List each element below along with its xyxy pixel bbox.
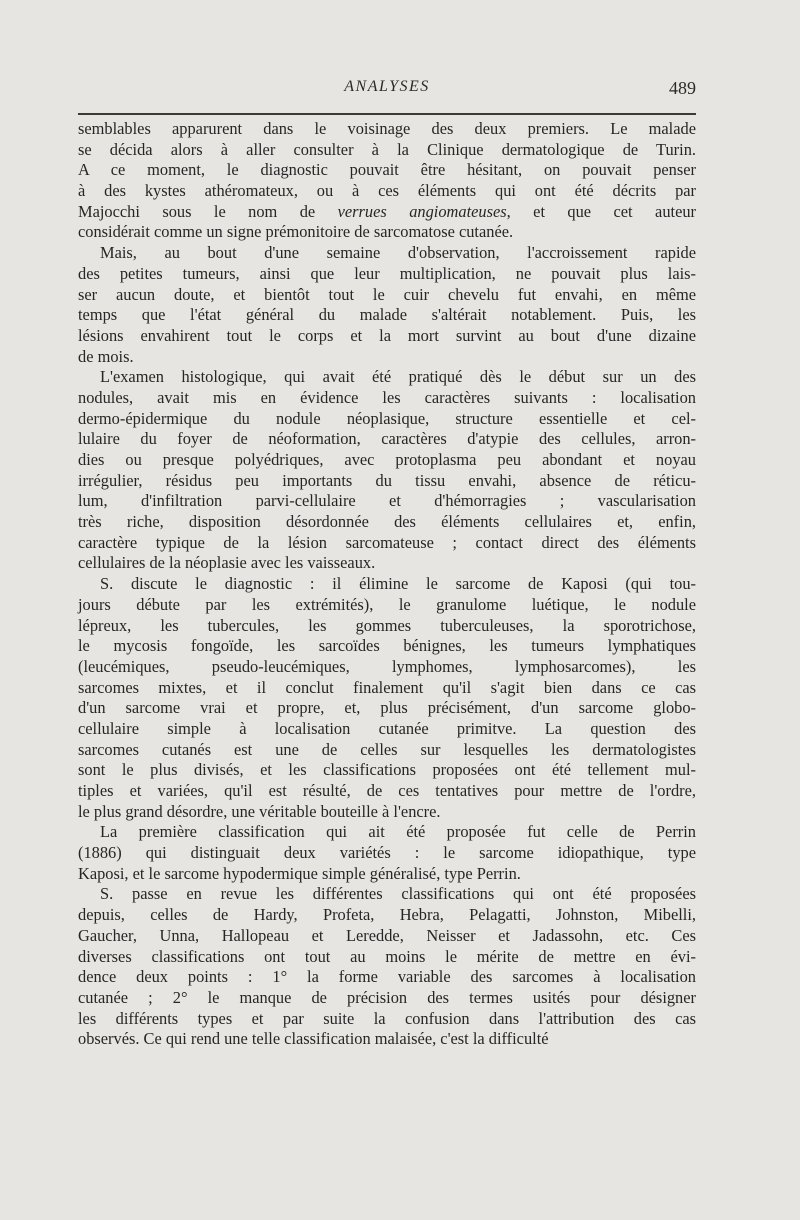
body-text bbox=[78, 119, 696, 1050]
text-line: de mois. bbox=[78, 346, 134, 366]
text-line: Kaposi, et le sarcome hypodermique simple généralisé, type Perrin. bbox=[78, 863, 521, 883]
page-number: 489 bbox=[669, 78, 696, 98]
text-line: le mycosis fongoïde, les sarcoïdes bénignes, les tumeurs lymphatiques bbox=[78, 636, 696, 656]
text-line: Majocchi sous le nom de verrues angiomateuses, et que cet auteur bbox=[78, 201, 696, 221]
text-line: à des kystes athéromateux, ou à ces éléments qui ont été décrits par bbox=[78, 181, 696, 201]
text-line: dies ou presque polyédriques, avec protoplasma peu abondant et noyau bbox=[78, 450, 696, 469]
paragraph bbox=[78, 119, 696, 243]
text-line: cutanée ; 2° le manque de précision des termes usités pour désigner bbox=[78, 987, 696, 1007]
header-rule bbox=[78, 113, 696, 115]
text-line: lésions envahirent tout le corps et la mort survint au bout d'une dizaine bbox=[78, 325, 696, 345]
paragraph bbox=[78, 574, 696, 822]
text-line: L'examen histologique, qui avait été pratiqué dès le début sur un des bbox=[100, 367, 696, 387]
paragraph bbox=[78, 884, 696, 1050]
italic-term: verrues angiomateuses bbox=[337, 201, 507, 221]
text-line: nodules, avait mis en évidence les caractères suivants : localisation bbox=[78, 387, 696, 407]
text-line: observés. Ce qui rend une telle classification malaisée, c'est la difficulté bbox=[78, 1029, 549, 1049]
text-line: lépreux, les tubercules, les gommes tuberculeuses, la sporotrichose, bbox=[78, 615, 696, 635]
text-line: A ce moment, le diagnostic pouvait être hésitant, on pouvait penser bbox=[78, 160, 696, 180]
text-line: lulaire du foyer de néoformation, caractères d'atypie des cellules, arron- bbox=[78, 429, 696, 449]
text-line: très riche, disposition désordonnée des éléments cellulaires et, enfin, bbox=[78, 512, 696, 532]
text-line: S. discute le diagnostic : il élimine le sarcome de Kaposi (qui tou- bbox=[100, 574, 696, 594]
text-line: lum, d'infiltration parvi-cellulaire et d'hémorragies ; vascularisation bbox=[78, 491, 696, 511]
text-line: (leucémiques, pseudo-leucémiques, lymphomes, lymphosarcomes), les bbox=[78, 656, 696, 676]
text-line: dence deux points : 1° la forme variable des sarcomes à localisation bbox=[78, 967, 696, 987]
text-line: depuis, celles de Hardy, Profeta, Hebra, Pelagatti, Johnston, Mibelli, bbox=[78, 905, 696, 925]
text-line: sarcomes cutanés est une de celles sur lesquelles les dermatologistes bbox=[78, 739, 696, 759]
text-line: La première classification qui ait été proposée fut celle de Perrin bbox=[100, 822, 696, 842]
paragraph bbox=[78, 243, 696, 367]
text-line: des petites tumeurs, ainsi que leur multiplication, ne pouvait plus lais- bbox=[78, 263, 696, 283]
text-line: considérait comme un signe prémonitoire de sarcomatose cutanée. bbox=[78, 222, 514, 242]
text-line: sont le plus divisés, et les classifications proposées ont été tellement mul- bbox=[78, 760, 696, 780]
text-line: diverses classifications ont tout au moins le mérite de mettre en évi- bbox=[78, 946, 696, 966]
text-line: se décida alors à aller consulter à la Clinique dermatologique de Turin. bbox=[78, 139, 696, 159]
text-line: caractère typique de la lésion sarcomateuse ; contact direct des éléments bbox=[78, 532, 696, 552]
text-line: ser aucun doute, et bientôt tout le cuir chevelu fut envahi, en même bbox=[78, 284, 696, 304]
text-line: irrégulier, résidus peu importants du tissu envahi, absence de réticu- bbox=[78, 470, 696, 490]
text-line: jours débute par les extrémités), le granulome luétique, le nodule bbox=[78, 594, 696, 614]
text-line: Mais, au bout d'une semaine d'observation, l'accroissement rapide bbox=[100, 243, 696, 263]
text-line: d'un sarcome vrai et propre, et, plus précisément, d'un sarcome globo- bbox=[78, 698, 696, 718]
text-line: Gaucher, Unna, Hallopeau et Leredde, Neisser et Jadassohn, etc. Ces bbox=[78, 925, 696, 945]
text-line: (1886) qui distinguait deux variétés : le sarcome idiopathique, type bbox=[78, 843, 696, 863]
page-header bbox=[78, 78, 696, 102]
text-line: S. passe en revue les différentes classifications qui ont été proposées bbox=[100, 884, 696, 904]
text-line: les différents types et par suite la confusion dans l'attribution des cas bbox=[78, 1008, 696, 1028]
paragraph bbox=[78, 367, 696, 574]
text-line: temps que l'état général du malade s'altérait notablement. Puis, les bbox=[78, 305, 696, 325]
text-line: sarcomes mixtes, et il conclut finalement qu'il s'agit bien dans ce cas bbox=[78, 677, 696, 697]
text-line: tiples et variées, qu'il est résulté, de ces tentatives pour mettre de l'ordre, bbox=[78, 781, 696, 800]
running-title: ANALYSES bbox=[344, 78, 430, 95]
text-line: cellulaire simple à localisation cutanée primitve. La question des bbox=[78, 718, 696, 738]
text-line: cellulaires de la néoplasie avec les vaisseaux. bbox=[78, 553, 376, 573]
paragraph bbox=[78, 822, 696, 884]
text-line: dermo-épidermique du nodule néoplasique, structure essentielle et cel- bbox=[78, 408, 696, 428]
text-line: semblables apparurent dans le voisinage des deux premiers. Le malade bbox=[78, 119, 696, 138]
text-line: le plus grand désordre, une véritable bouteille à l'encre. bbox=[78, 801, 441, 821]
